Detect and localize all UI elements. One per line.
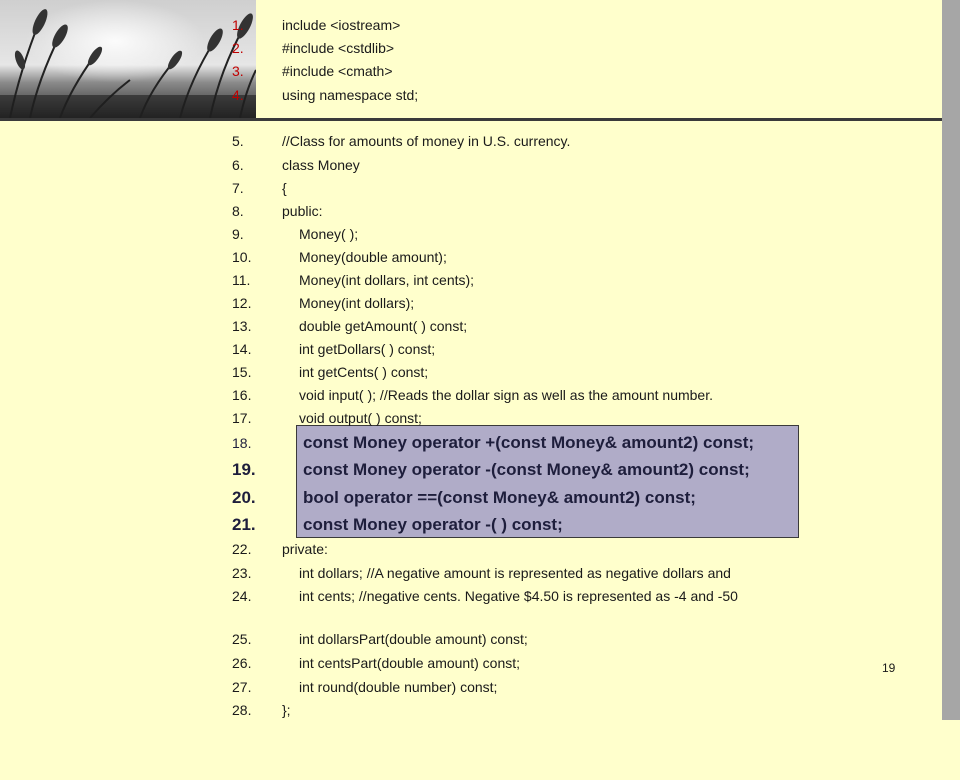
line-number: 15. (232, 364, 252, 380)
code-text: double getAmount( ) const; (299, 318, 468, 334)
code-text: int centsPart(double amount) const; (299, 655, 521, 671)
highlighted-code-line (0, 429, 755, 457)
line-number: 22. (232, 541, 252, 557)
code-text: int getCents( ) const; (299, 364, 429, 380)
code-line (0, 362, 429, 382)
code-text: include <iostream> (282, 17, 401, 33)
highlighted-code-line (0, 511, 563, 539)
line-number: 9. (232, 226, 244, 242)
line-number: 7. (232, 180, 244, 196)
header-divider (0, 118, 960, 121)
code-line (0, 629, 528, 649)
line-number: 17. (232, 410, 252, 426)
code-text: void input( ); //Reads the dollar sign as well as the amount number. (299, 387, 713, 403)
code-line (0, 224, 359, 244)
line-number: 16. (232, 387, 252, 403)
wheat-field-photo (0, 0, 256, 118)
line-number: 2. (232, 40, 244, 56)
line-number: 20. (232, 488, 256, 507)
code-line (0, 38, 395, 58)
line-number: 21. (232, 515, 256, 534)
code-text: const Money operator +(const Money& amount2) const; (303, 433, 755, 452)
line-number: 28. (232, 702, 252, 718)
code-text: using namespace std; (282, 87, 419, 103)
line-number: 8. (232, 203, 244, 219)
code-line (0, 131, 571, 151)
line-number: 27. (232, 679, 252, 695)
code-line (0, 85, 419, 105)
code-line (0, 408, 422, 428)
code-text: Money(double amount); (299, 249, 447, 265)
line-number: 19. (232, 460, 256, 479)
line-number: 3. (232, 63, 244, 79)
code-line (0, 247, 447, 267)
code-line (0, 15, 401, 35)
code-line (0, 539, 328, 559)
code-text: const Money operator -( ) const; (303, 515, 563, 534)
code-line (0, 385, 713, 405)
code-text: public: (282, 203, 323, 219)
code-text: class Money (282, 157, 360, 173)
line-number: 4. (232, 87, 244, 103)
line-number: 10. (232, 249, 252, 265)
code-text: #include <cmath> (282, 63, 393, 79)
code-text: Money(int dollars); (299, 295, 415, 311)
code-text: int dollars; //A negative amount is represented as negative dollars and (299, 565, 731, 581)
line-number: 24. (232, 588, 252, 604)
code-text: private: (282, 541, 328, 557)
code-text: Money(int dollars, int cents); (299, 272, 475, 288)
code-text: }; (282, 702, 291, 718)
code-text: //Class for amounts of money in U.S. currency. (282, 133, 571, 149)
code-line (0, 653, 521, 673)
code-line (0, 293, 415, 313)
line-number: 13. (232, 318, 252, 334)
right-edge-strip (942, 0, 960, 720)
line-number: 5. (232, 133, 244, 149)
code-line (0, 316, 468, 336)
code-text: void output( ) const; (299, 410, 422, 426)
code-line (0, 270, 475, 290)
line-number: 1. (232, 17, 244, 33)
code-text: const Money operator -(const Money& amount2) const; (303, 460, 750, 479)
line-number: 11. (232, 272, 251, 288)
code-line (0, 201, 323, 221)
code-line (0, 586, 738, 606)
line-number: 18. (232, 435, 252, 451)
highlighted-code-line (0, 456, 750, 484)
code-line (0, 700, 291, 720)
code-line (0, 61, 393, 81)
code-text: #include <cstdlib> (282, 40, 395, 56)
code-text: Money( ); (299, 226, 359, 242)
highlighted-code-line (0, 484, 696, 512)
line-number: 26. (232, 655, 252, 671)
page-number: 19 (882, 661, 896, 675)
code-text: int round(double number) const; (299, 679, 498, 695)
line-number: 23. (232, 565, 252, 581)
line-number: 25. (232, 631, 252, 647)
line-number: 12. (232, 295, 252, 311)
code-text: int getDollars( ) const; (299, 341, 436, 357)
code-line (0, 155, 360, 175)
code-text: bool operator ==(const Money& amount2) const; (303, 488, 696, 507)
code-line (0, 677, 498, 697)
code-text: int dollarsPart(double amount) const; (299, 631, 528, 647)
code-line (0, 563, 731, 583)
code-text: int cents; //negative cents. Negative $4.50 is represented as -4 and -50 (299, 588, 738, 604)
code-text: { (282, 180, 287, 196)
line-number: 6. (232, 157, 244, 173)
line-number: 14. (232, 341, 252, 357)
code-line (0, 178, 287, 198)
code-line (0, 339, 436, 359)
